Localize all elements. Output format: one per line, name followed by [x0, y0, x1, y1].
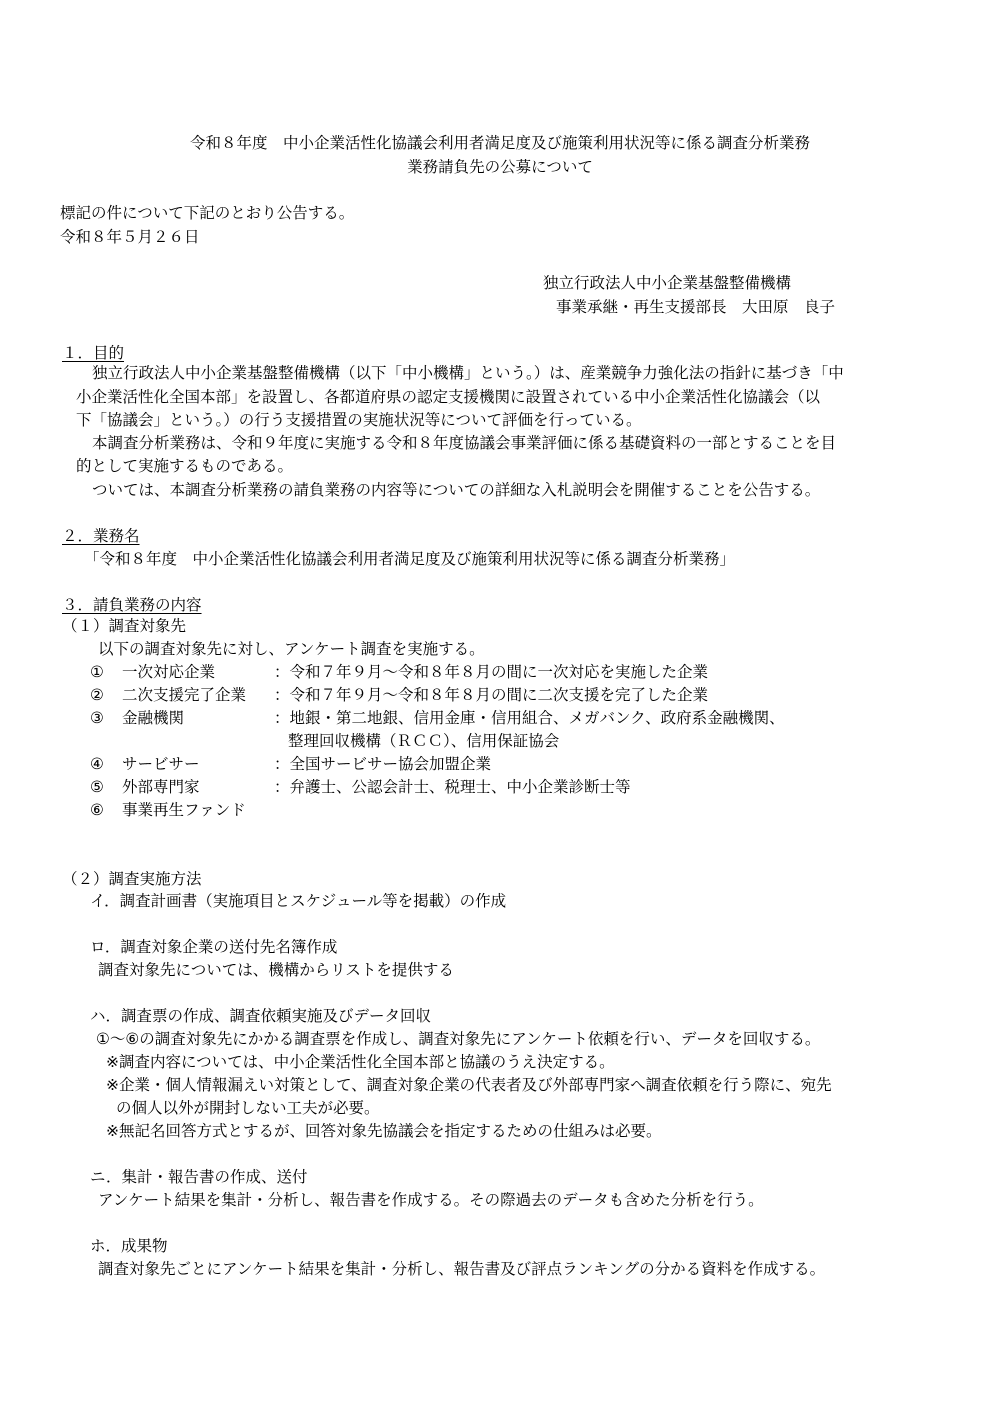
signer-name: 事業承継・再生支援部長 大田原 良子	[556, 298, 836, 316]
intro-text: 標記の件について下記のとおり公告する。	[60, 204, 355, 222]
target-list-item	[90, 707, 890, 755]
title-line-2: 業務請負先の公募について	[407, 158, 593, 176]
item-name: 二次支援完了企業	[122, 686, 247, 704]
section-1-line: ついては、本調査分析業務の請負業務の内容等についての詳細な入札説明会を開催することを公告する。	[92, 481, 821, 499]
subsection-1-lead: 以下の調査対象先に対し、アンケート調査を実施する。	[98, 640, 485, 658]
organization-name: 独立行政法人中小企業基盤整備機構	[543, 274, 792, 292]
item-name: 外部専門家	[122, 778, 200, 796]
item-description: ：弁護士、公認会計士、税理士、中小企業診断士等	[274, 778, 631, 796]
item-description: ：全国サービサー協会加盟企業	[274, 755, 492, 773]
method-ha-body: ①～⑥の調査対象先にかかる調査票を作成し、調査対象先にアンケート依頼を行い、データを回収する。	[96, 1030, 821, 1048]
item-description: ：令和７年９月～令和８年８月の間に一次対応を実施した企業	[274, 663, 709, 681]
subsection-2-heading: （２）調査実施方法	[62, 870, 202, 888]
item-name: サービサー	[122, 755, 200, 773]
method-ha-note: ※企業・個人情報漏えい対策として、調査対象企業の代表者及び外部専門家へ調査依頼を行う際に、宛先	[106, 1076, 832, 1094]
method-ha-note: ※無記名回答方式とするが、回答対象先協議会を指定するための仕組みは必要。	[106, 1122, 662, 1140]
item-number: ⑤	[90, 778, 104, 796]
item-name: 事業再生ファンド	[122, 801, 246, 819]
section-3-heading: ３．請負業務の内容	[62, 596, 202, 614]
method-ni-body: アンケート結果を集計・分析し、報告書を作成する。その際過去のデータも含めた分析を行う。	[98, 1191, 764, 1209]
target-list-item	[90, 753, 790, 777]
subsection-1-heading: （１）調査対象先	[62, 617, 187, 635]
item-name: 金融機関	[122, 709, 185, 727]
method-ha-heading: ハ．調査票の作成、調査依頼実施及びデータ回収	[90, 1007, 432, 1025]
method-ha-note: ※調査内容については、中小企業活性化全国本部と協議のうえ決定する。	[106, 1053, 615, 1071]
section-1-line: 本調査分析業務は、令和９年度に実施する令和８年度協議会事業評価に係る基礎資料の一部とすることを目	[92, 434, 837, 452]
item-number: ①	[90, 663, 104, 681]
target-list-item	[90, 684, 790, 708]
target-list-item	[90, 661, 790, 685]
section-2-heading: ２．業務名	[62, 527, 140, 545]
item-number: ②	[90, 686, 104, 704]
method-ho-heading: ホ．成果物	[90, 1237, 168, 1255]
item-name: 一次対応企業	[122, 663, 216, 681]
method-ha-note-cont: の個人以外が開封しない工夫が必要。	[116, 1099, 380, 1117]
item-description-cont: 整理回収機構（ＲＣＣ）、信用保証協会	[288, 732, 560, 750]
section-1-line: 独立行政法人中小企業基盤整備機構（以下「中小機構」という。）は、産業競争力強化法の指針に基づき「中	[92, 364, 844, 382]
section-1-line: 下「協議会」という。）の行う支援措置の実施状況等について評価を行っている。	[76, 411, 642, 429]
item-number: ③	[90, 709, 104, 727]
section-1-line: 小企業活性化全国本部」を設置し、各都道府県の認定支援機関に設置されている中小企業活性化協議会（以	[76, 388, 821, 406]
section-1-heading: １．目的	[62, 344, 125, 362]
method-ho-body: 調査対象先ごとにアンケート結果を集計・分析し、報告書及び評点ランキングの分かる資料を作成する。	[98, 1260, 826, 1278]
item-description: ：令和７年９月～令和８年８月の間に二次支援を完了した企業	[274, 686, 709, 704]
target-list-item	[90, 799, 790, 823]
notice-date: 令和８年５月２６日	[60, 228, 200, 246]
item-description: ：地銀・第二地銀、信用金庫・信用組合、メガバンク、政府系金融機関、	[274, 709, 785, 727]
item-number: ④	[90, 755, 104, 773]
target-list-item	[90, 776, 790, 800]
method-ro-heading: ロ．調査対象企業の送付先名簿作成	[90, 938, 338, 956]
title-line-1: 令和８年度 中小企業活性化協議会利用者満足度及び施策利用状況等に係る調査分析業務	[189, 134, 810, 152]
method-ni-heading: ニ．集計・報告書の作成、送付	[90, 1168, 308, 1186]
item-number: ⑥	[90, 801, 104, 819]
section-1-line: 的として実施するものである。	[76, 457, 294, 475]
method-i-heading: イ．調査計画書（実施項目とスケジュール等を掲載）の作成	[90, 892, 507, 910]
section-2-body: 「令和８年度 中小企業活性化協議会利用者満足度及び施策利用状況等に係る調査分析業務」	[84, 550, 736, 568]
method-ro-body: 調査対象先については、機構からリストを提供する	[98, 961, 454, 979]
